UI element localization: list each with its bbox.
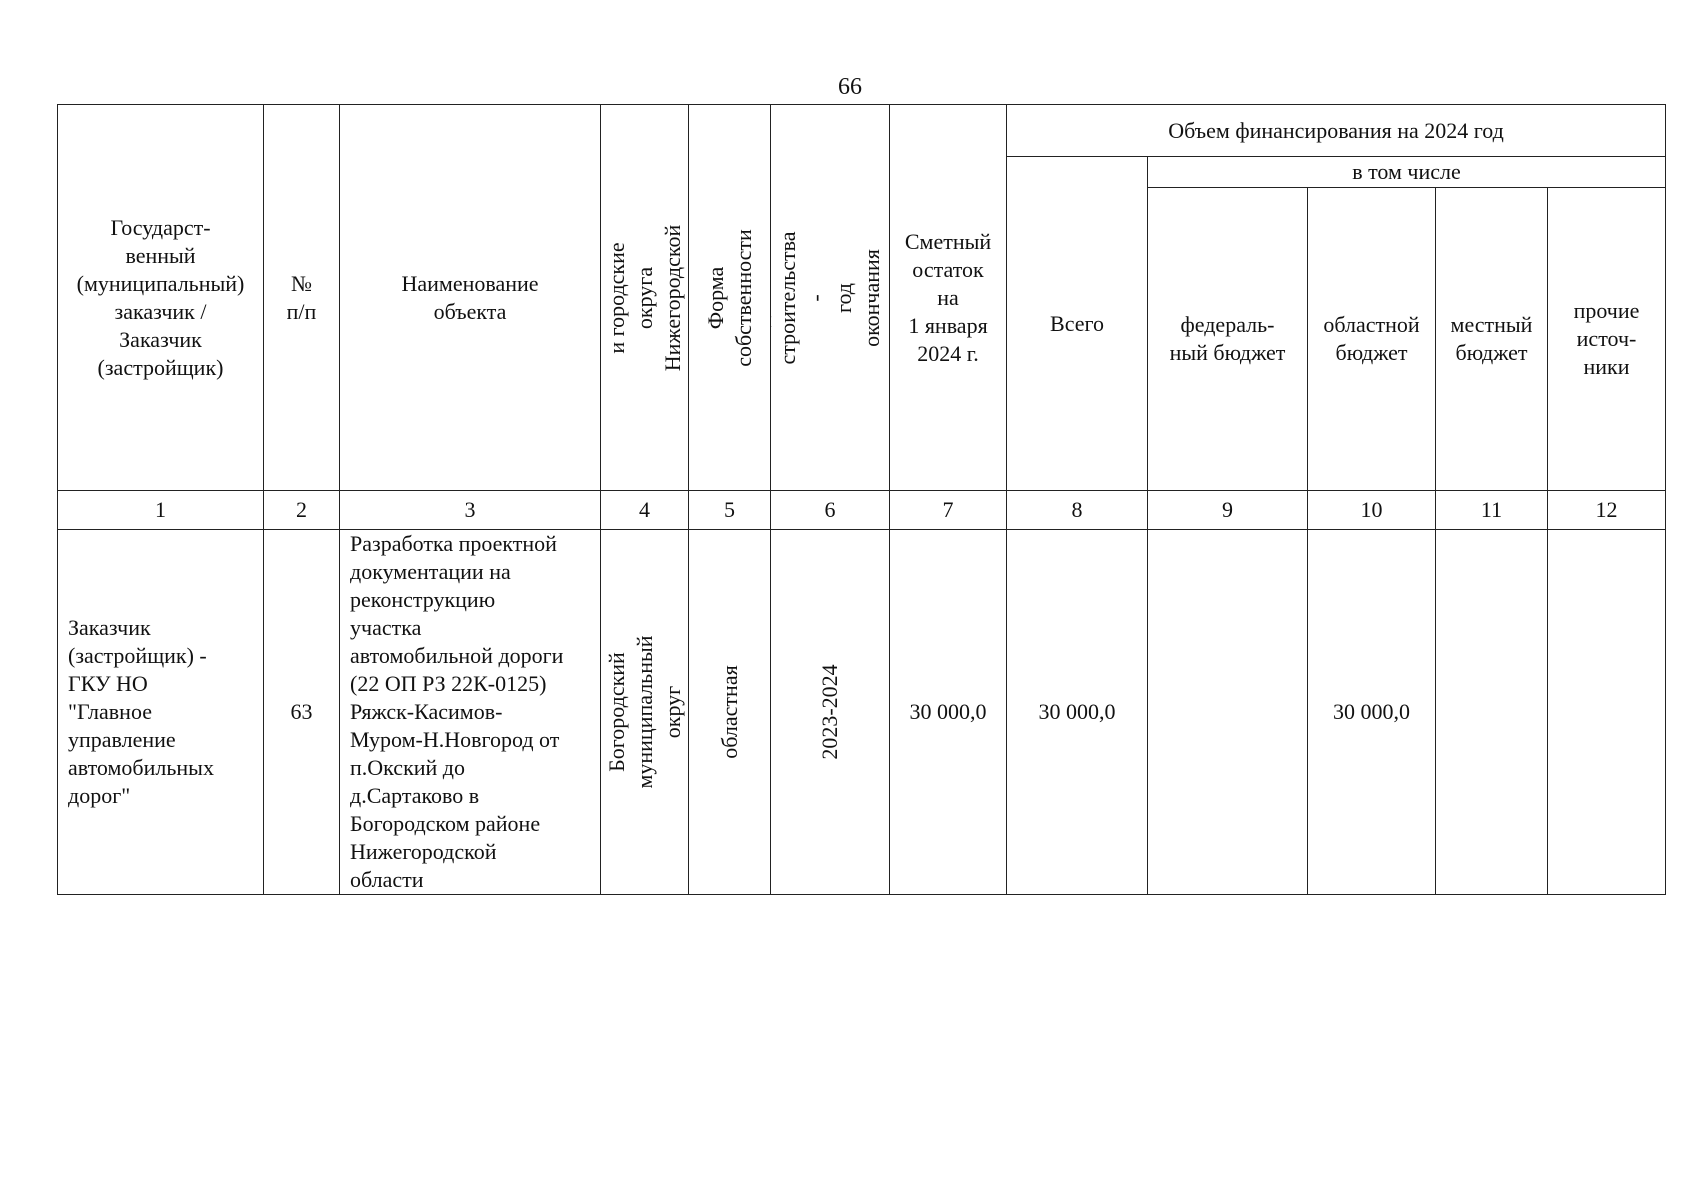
header-local: местный бюджет xyxy=(1436,188,1548,491)
column-number-row xyxy=(58,491,1666,530)
financing-table xyxy=(57,104,1666,895)
row-number: 63 xyxy=(264,530,340,895)
header-federal: федераль- ный бюджет xyxy=(1148,188,1308,491)
row-federal xyxy=(1148,530,1308,895)
header-financing-group: Объем финансирования на 2024 год xyxy=(1007,105,1666,157)
column-number: 7 xyxy=(890,491,1007,530)
header-including: в том числе xyxy=(1148,157,1666,188)
row-object-name: Разработка проектной документации на реконструкцию участка автомобильной дороги (22 ОП РЗ 22К-0125) Ряжск-Касимов- Муром-Н.Новгород от п.Окский до д.Сартаково в Богородском районе Нижегородской области xyxy=(340,530,601,895)
header-number: № п/п xyxy=(264,105,340,491)
header-years: строительства - год окончания строительства xyxy=(771,105,890,491)
page-number: 66 xyxy=(838,74,862,100)
row-customer: Заказчик (застройщик) - ГКУ НО "Главное управление автомобильных дорог" xyxy=(58,530,264,895)
row-ownership: областная xyxy=(689,530,771,895)
column-number: 2 xyxy=(264,491,340,530)
header-other: прочие источ- ники xyxy=(1548,188,1666,491)
row-municipality: Богородский муниципальный округ xyxy=(601,530,689,895)
column-number: 4 xyxy=(601,491,689,530)
column-number: 8 xyxy=(1007,491,1148,530)
row-regional: 30 000,0 xyxy=(1308,530,1436,895)
row-years: 2023-2024 xyxy=(771,530,890,895)
header-total: Всего xyxy=(1007,157,1148,491)
column-number: 11 xyxy=(1436,491,1548,530)
column-number: 5 xyxy=(689,491,771,530)
column-number: 10 xyxy=(1308,491,1436,530)
header-regional: областной бюджет xyxy=(1308,188,1436,491)
header-ownership: Форма собственности xyxy=(689,105,771,491)
row-total: 30 000,0 xyxy=(1007,530,1148,895)
row-estimated-balance: 30 000,0 xyxy=(890,530,1007,895)
table-row xyxy=(58,530,1666,895)
row-local xyxy=(1436,530,1548,895)
header-customer: Государст- венный (муниципальный) заказчик / Заказчик (застройщик) xyxy=(58,105,264,491)
row-other xyxy=(1548,530,1666,895)
header-object-name: Наименование объекта xyxy=(340,105,601,491)
header-estimated-balance: Сметный остаток на 1 января 2024 г. xyxy=(890,105,1007,491)
column-number: 1 xyxy=(58,491,264,530)
column-number: 9 xyxy=(1148,491,1308,530)
header-municipality: и городские округа Нижегородской xyxy=(601,105,689,491)
column-number: 3 xyxy=(340,491,601,530)
column-number: 12 xyxy=(1548,491,1666,530)
column-number: 6 xyxy=(771,491,890,530)
